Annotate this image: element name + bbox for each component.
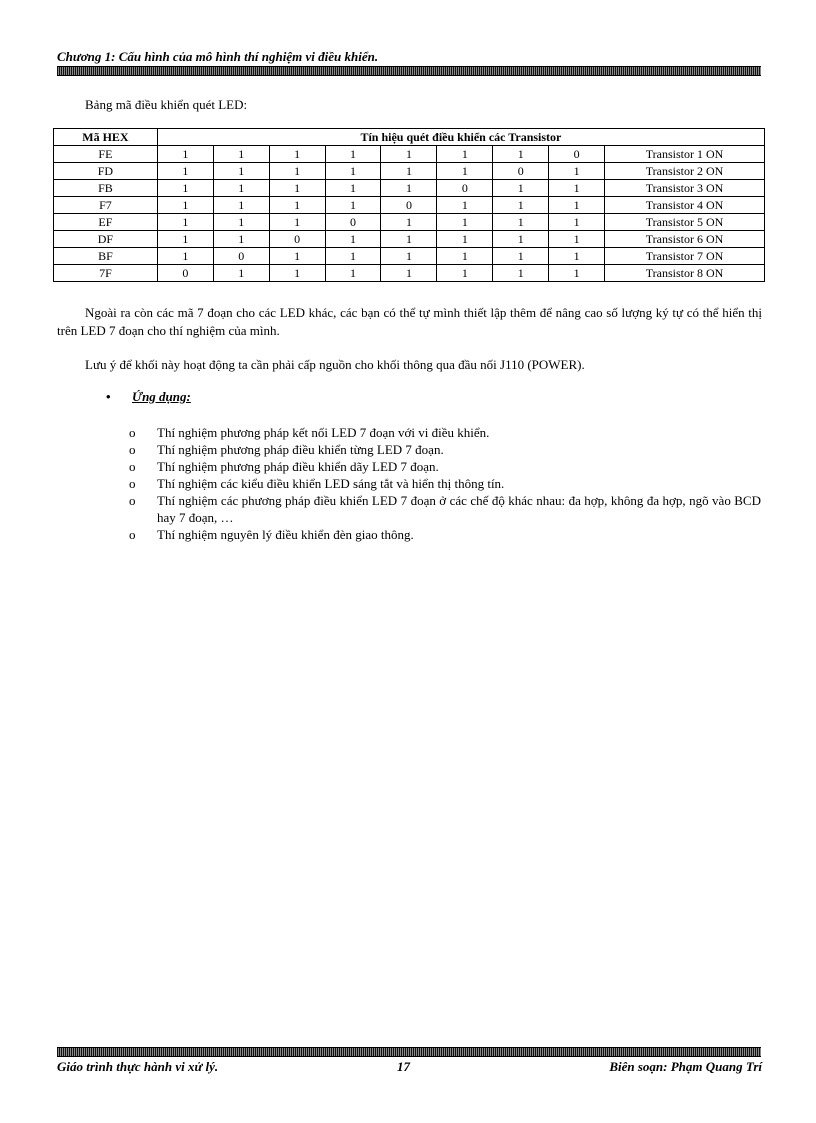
transistor-label-cell: Transistor 8 ON — [605, 265, 765, 282]
bit-cell: 1 — [493, 214, 549, 231]
transistor-label-cell: Transistor 6 ON — [605, 231, 765, 248]
bit-cell: 1 — [325, 231, 381, 248]
applications-heading-label: Ứng dụng: — [132, 389, 191, 404]
list-item — [129, 492, 761, 526]
bit-cell: 0 — [493, 163, 549, 180]
bit-cell: 1 — [437, 146, 493, 163]
list-item-text: Thí nghiệm phương pháp điều khiển dãy LED 7 đoạn. — [157, 459, 439, 474]
bit-cell: 1 — [493, 197, 549, 214]
table-row — [54, 180, 765, 197]
bit-cell: 1 — [213, 231, 269, 248]
table-row — [54, 265, 765, 282]
bit-cell: 1 — [269, 214, 325, 231]
bit-cell: 1 — [325, 163, 381, 180]
bit-cell: 1 — [549, 180, 605, 197]
bit-cell: 1 — [493, 146, 549, 163]
transistor-label-cell: Transistor 3 ON — [605, 180, 765, 197]
table-row — [54, 248, 765, 265]
applications-list — [129, 424, 761, 543]
list-item — [129, 441, 761, 458]
table-row — [54, 197, 765, 214]
bit-cell: 0 — [549, 146, 605, 163]
bit-cell: 1 — [325, 146, 381, 163]
circle-bullet-icon: o — [129, 442, 136, 457]
list-item — [129, 424, 761, 441]
bit-cell: 1 — [213, 197, 269, 214]
bit-cell: 1 — [269, 265, 325, 282]
hex-cell: F7 — [54, 197, 158, 214]
list-item-text: Thí nghiệm nguyên lý điều khiển đèn giao thông. — [157, 527, 414, 542]
transistor-label-cell: Transistor 4 ON — [605, 197, 765, 214]
bit-cell: 1 — [549, 248, 605, 265]
list-item-text: Thí nghiệm phương pháp điều khiển từng LED 7 đoạn. — [157, 442, 444, 457]
bit-cell: 1 — [437, 163, 493, 180]
hex-cell: 7F — [54, 265, 158, 282]
bit-cell: 1 — [213, 180, 269, 197]
bit-cell: 1 — [325, 180, 381, 197]
bit-cell: 0 — [157, 265, 213, 282]
bit-cell: 1 — [269, 163, 325, 180]
applications-heading — [106, 389, 191, 405]
bit-cell: 1 — [381, 163, 437, 180]
list-item-text: Thí nghiệm các phương pháp điều khiển LED 7 đoạn ở các chế độ khác nhau: đa hợp, không đa hợp, ngõ vào BCD hay 7 đoạn, … — [157, 493, 761, 525]
circle-bullet-icon: o — [129, 493, 136, 508]
transistor-label-cell: Transistor 2 ON — [605, 163, 765, 180]
bit-cell: 1 — [269, 248, 325, 265]
bit-cell: 1 — [549, 163, 605, 180]
transistor-label-cell: Transistor 7 ON — [605, 248, 765, 265]
bit-cell: 1 — [269, 180, 325, 197]
bit-cell: 1 — [213, 146, 269, 163]
bit-cell: 1 — [437, 197, 493, 214]
list-item-text: Thí nghiệm các kiểu điều khiển LED sáng tắt và hiển thị thông tín. — [157, 476, 505, 491]
hex-cell: FE — [54, 146, 158, 163]
bit-cell: 0 — [213, 248, 269, 265]
bit-cell: 1 — [437, 214, 493, 231]
bit-cell: 1 — [549, 265, 605, 282]
bit-cell: 1 — [549, 214, 605, 231]
hex-cell: FD — [54, 163, 158, 180]
led-scan-code-table — [53, 128, 765, 282]
bit-cell: 1 — [157, 163, 213, 180]
bit-cell: 1 — [269, 197, 325, 214]
transistor-label-cell: Transistor 1 ON — [605, 146, 765, 163]
table-body — [54, 146, 765, 282]
bit-cell: 0 — [269, 231, 325, 248]
bit-cell: 1 — [157, 180, 213, 197]
bit-cell: 1 — [493, 231, 549, 248]
page-footer — [57, 1059, 762, 1077]
list-item — [129, 475, 761, 492]
bit-cell: 1 — [157, 146, 213, 163]
column-header-signal: Tín hiệu quét điều khiển các Transistor — [157, 129, 764, 146]
footer-author: Biên soạn: Phạm Quang Trí — [609, 1059, 762, 1074]
table-row — [54, 163, 765, 180]
page-header-title: Chương 1: Cấu hình của mô hình thí nghiệm vi điều khiển. — [57, 49, 379, 64]
bit-cell: 1 — [213, 163, 269, 180]
bullet-marker: • — [106, 389, 111, 404]
hex-cell: FB — [54, 180, 158, 197]
bit-cell: 1 — [381, 265, 437, 282]
footer-book-title: Giáo trình thực hành vi xử lý. — [57, 1059, 219, 1074]
list-item — [129, 526, 761, 543]
header-rule — [57, 66, 761, 76]
bit-cell: 1 — [157, 197, 213, 214]
bit-cell: 0 — [325, 214, 381, 231]
footer-rule — [57, 1047, 761, 1057]
table-header-row — [54, 129, 765, 146]
table-caption: Bảng mã điều khiển quét LED: — [85, 97, 248, 112]
bit-cell: 1 — [381, 214, 437, 231]
bit-cell: 1 — [549, 231, 605, 248]
bit-cell: 1 — [325, 197, 381, 214]
paragraph-extra-codes: Ngoài ra còn các mã 7 đoạn cho các LED khác, các bạn có thể tự mình thiết lập thêm để nâng cao số lượng ký tự có thể hiển thị trên LED 7 đoạn cho thí nghiệm của mình. — [57, 305, 762, 338]
bit-cell: 1 — [493, 265, 549, 282]
paragraph-power-note: Lưu ý để khối này hoạt động ta cần phải cấp nguồn cho khối thông qua đầu nối J110 (POWER). — [85, 357, 585, 372]
bit-cell: 1 — [325, 265, 381, 282]
bit-cell: 1 — [493, 180, 549, 197]
hex-cell: DF — [54, 231, 158, 248]
circle-bullet-icon: o — [129, 459, 136, 474]
bit-cell: 1 — [213, 214, 269, 231]
list-item — [129, 458, 761, 475]
circle-bullet-icon: o — [129, 476, 136, 491]
bit-cell: 1 — [269, 146, 325, 163]
bit-cell: 1 — [437, 231, 493, 248]
table-row — [54, 146, 765, 163]
bit-cell: 1 — [437, 248, 493, 265]
bit-cell: 1 — [157, 214, 213, 231]
transistor-label-cell: Transistor 5 ON — [605, 214, 765, 231]
bit-cell: 1 — [381, 180, 437, 197]
circle-bullet-icon: o — [129, 527, 136, 542]
bit-cell: 0 — [437, 180, 493, 197]
bit-cell: 1 — [325, 248, 381, 265]
bit-cell: 0 — [381, 197, 437, 214]
bit-cell: 1 — [213, 265, 269, 282]
hex-cell: BF — [54, 248, 158, 265]
bit-cell: 1 — [381, 248, 437, 265]
bit-cell: 1 — [437, 265, 493, 282]
bit-cell: 1 — [157, 248, 213, 265]
list-item-text: Thí nghiệm phương pháp kết nối LED 7 đoạn với vi điều khiển. — [157, 425, 490, 440]
hex-cell: EF — [54, 214, 158, 231]
bit-cell: 1 — [381, 231, 437, 248]
column-header-hex: Mã HEX — [54, 129, 158, 146]
page-number: 17 — [397, 1059, 410, 1074]
bit-cell: 1 — [381, 146, 437, 163]
bit-cell: 1 — [549, 197, 605, 214]
table-row — [54, 231, 765, 248]
circle-bullet-icon: o — [129, 425, 136, 440]
bit-cell: 1 — [493, 248, 549, 265]
bit-cell: 1 — [157, 231, 213, 248]
table-row — [54, 214, 765, 231]
